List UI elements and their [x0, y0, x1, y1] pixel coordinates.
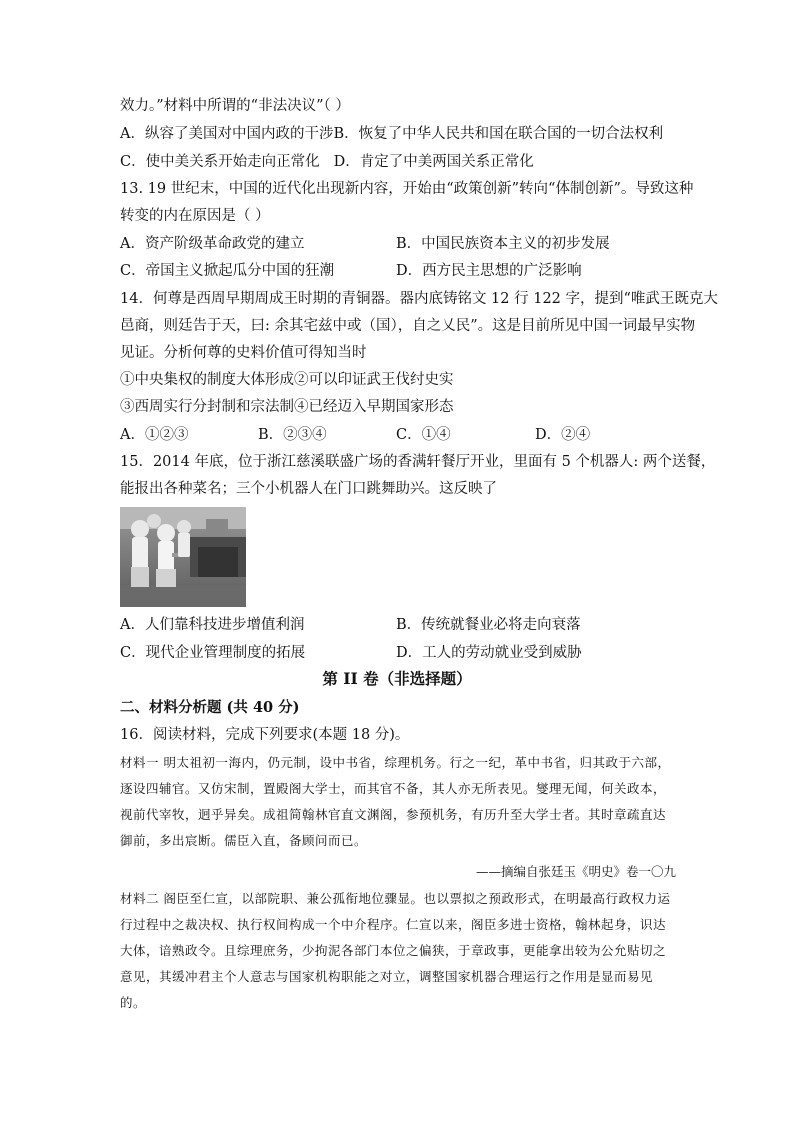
q13-option-d[interactable]: D．西方民主思想的广泛影响 — [396, 263, 582, 279]
q12-option-d[interactable]: D．肯定了中美两国关系正常化 — [333, 154, 534, 170]
q13-option-a[interactable]: A．资产阶级革命政党的建立 — [120, 236, 305, 252]
q12-options-row1 — [120, 124, 663, 144]
q13-stem-line1: 13. 19 世纪末，中国的近代化出现新内容，开始由“政策创新”转向“体制创新”。导致这种 — [120, 181, 694, 197]
q12-stem-end: 效力。”材料中所谓的“非法决议”（ ） — [120, 98, 350, 114]
part2-title: 第 II 卷（非选择题） — [322, 669, 472, 688]
q16-stem: 16．阅读材料，完成下列要求(本题 18 分)。 — [120, 727, 410, 743]
q15-option-c[interactable]: C．现代企业管理制度的拓展 — [120, 645, 306, 661]
q14-stem-line3: 见证。分析何尊的史料价值可得知当时 — [120, 345, 367, 361]
q15-stem-line2: 能报出各种菜名；三个小机器人在门口跳舞助兴。这反映了 — [120, 481, 497, 497]
material-2: 材料二 阁臣至仁宣，以部院职、兼公孤衔地位骤显。也以票拟之预政形式，在明最高行政权力运行过程中之裁决权、执行权间构成一个中介程序。仁宣以来，阁臣多进士资格，翰林起身，识达大体，谙熟政令。且综理庶务，少拘泥各部门本位之偏狭，于章政事，更能拿出较为公允贴切之意见，其缓冲君主个人意志与国家机构职能之对立，调整国家机器合理运行之作用是显而易见的。 — [120, 891, 671, 1010]
q15-stem-line1: 15．2014 年底，位于浙江慈溪联盛广场的香满轩餐厅开业，里面有 5 个机器人: 两个送餐， — [120, 454, 716, 470]
q15-option-b[interactable]: B．传统就餐业必将走向衰落 — [396, 617, 581, 633]
q12-option-c[interactable]: C．使中美关系开始走向正常化 — [120, 154, 320, 170]
q14-stem-line1: 14．何尊是西周早期周成王时期的青铜器。器内底铸铭文 12 行 122 字，提到“唯武王既克大 — [120, 291, 718, 307]
q13-option-c[interactable]: C．帝国主义掀起瓜分中国的狂潮 — [120, 263, 335, 279]
restaurant-robots-photo — [120, 507, 246, 607]
q14-option-c[interactable]: C．①④ — [396, 427, 451, 443]
q13-stem-line2: 转变的内在原因是（ ） — [120, 208, 270, 224]
material-1: 材料一 明太祖初一海内，仍元制，设中书省，综理机务。行之一纪，革中书省，归其政于六部，逐设四辅官。又仿宋制，置殿阁大学士，而其官不备，其人亦无所表见。燮理无闻，何关政本，视前代宰牧，迥乎异矣。成祖简翰林官直文渊阁，参预机务，有历升至大学士者。其时章疏直达御前，多出宸断。儒臣入直，备顾问而已。 — [120, 755, 671, 848]
q13-option-b[interactable]: B．中国民族资本主义的初步发展 — [396, 236, 610, 252]
robots-image-icon — [120, 507, 246, 607]
section-heading: 二、材料分析题 (共 40 分) — [120, 699, 300, 716]
q14-statements-1: ①中央集权的制度大体形成②可以印证武王伐纣史实 — [120, 372, 454, 388]
q15-option-d[interactable]: D．工人的劳动就业受到威胁 — [396, 645, 582, 661]
q14-statements-2: ③西周实行分封制和宗法制④已经迈入早期国家形态 — [120, 399, 454, 415]
q14-option-d[interactable]: D．②④ — [535, 427, 591, 443]
q12-option-b[interactable]: B．恢复了中华人民共和国在联合国的一切合法权利 — [333, 126, 664, 142]
q12-options-row2 — [120, 152, 534, 172]
q14-stem-line2: 邑商，则廷告于天，曰: 余其宅兹中或（国），自之乂民”。这是目前所见中国一词最早实物 — [120, 318, 696, 334]
q14-option-b[interactable]: B．②③④ — [258, 427, 327, 443]
q14-option-a[interactable]: A．①②③ — [120, 427, 189, 443]
q15-option-a[interactable]: A．人们靠科技进步增值利润 — [120, 617, 305, 633]
q12-option-a[interactable]: A．纵容了美国对中国内政的干涉 — [120, 126, 334, 142]
material-1-source: ——摘编自张廷玉《明史》卷一〇九 — [475, 864, 676, 879]
